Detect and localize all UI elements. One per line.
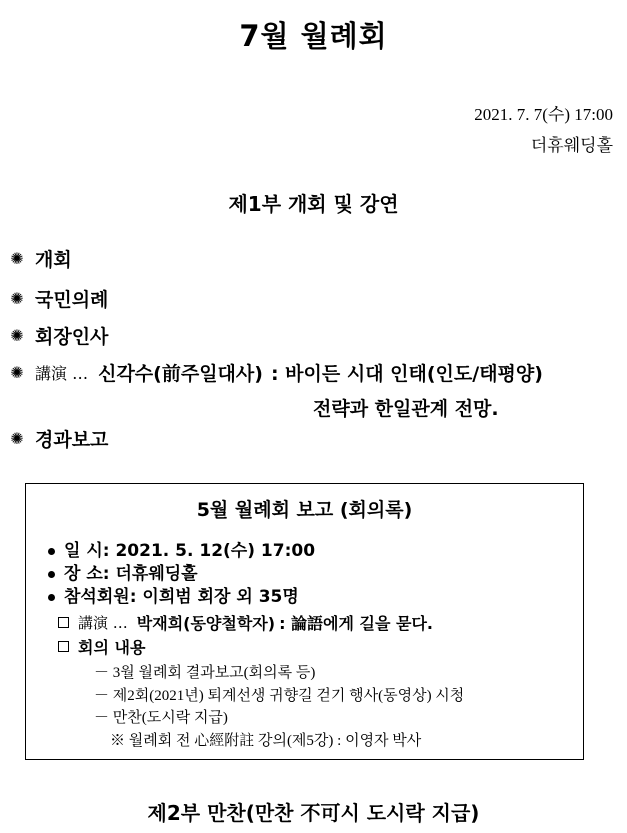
report-content-item: － 만찬(도시락 지급) [94,710,228,726]
bullet-dot-icon [48,571,55,578]
meeting-venue: 더휴웨딩홀 [530,136,613,155]
report-lecture-speaker: 박재희(동양철학자) [136,614,276,633]
asterisk-bullet-icon: ✺ [10,289,24,308]
report-attendees-value: : 이희범 회장 외 35명 [129,587,299,607]
agenda-item-opening [8,245,72,272]
asterisk-bullet-icon: ✺ [10,429,24,448]
report-content-item: － 3월 월례회 결과보고(회의록 등) [94,665,316,681]
agenda-item-national-ceremony [8,285,108,312]
agenda-item-label: 국민의례 [35,289,109,311]
report-lecture-topic: : 論語에게 길을 묻다. [279,614,433,633]
report-date-label: 일 시 [64,541,103,561]
report-place-row [48,559,198,584]
lecture-topic: : 바이든 시대 인태(인도/태평양) [270,363,543,385]
previous-meeting-report-box [25,483,584,760]
report-content-item: － 제2회(2021년) 퇴계선생 귀향길 걷기 행사(동영상) 시청 [94,688,465,704]
agenda-item-label: 개회 [35,249,72,271]
report-title: 5월 월례회 보고 (회의록) [196,499,413,521]
agenda-item-label: 회장인사 [35,326,109,348]
asterisk-bullet-icon: ✺ [10,249,24,268]
lecture-topic-continued: 전략과 한일관계 전망. [313,398,499,420]
bullet-dot-icon [48,594,55,601]
part2-heading: 제2부 만찬(만찬 不可시 도시락 지급) [147,801,480,825]
lecture-speaker: 신각수(前주일대사) [98,363,263,385]
bullet-dot-icon [48,548,55,555]
report-attendees-row [48,582,299,607]
part1-heading: 제1부 개회 및 강연 [228,192,399,216]
asterisk-bullet-icon: ✺ [10,363,24,382]
page-title: 7월 월례회 [239,19,388,53]
report-contents-heading-row [58,635,145,658]
report-place-label: 장 소 [64,564,103,584]
report-lecture-prefix: 講演 … [78,614,128,632]
report-date-row [48,536,315,561]
report-attendees-label: 참석회원 [64,587,130,607]
agenda-item-lecture [8,359,543,386]
agenda-item-label: 경과보고 [35,429,109,451]
report-lecture-row [58,611,433,634]
report-contents-heading: 회의 내용 [78,638,146,657]
agenda-item-president-greeting [8,322,108,349]
asterisk-bullet-icon: ✺ [10,326,24,345]
meeting-datetime: 2021. 7. 7(수) 17:00 [474,105,613,124]
lecture-prefix: 講演 … [35,364,89,383]
report-note: ※ 월례회 전 心經附註 강의(제5강) : 이영자 박사 [110,733,422,749]
checkbox-square-icon [58,617,69,628]
report-place-value: : 더휴웨딩홀 [102,564,198,584]
checkbox-square-icon [58,641,69,652]
report-date-value: : 2021. 5. 12(수) 17:00 [102,541,316,561]
agenda-item-progress-report [8,425,108,452]
